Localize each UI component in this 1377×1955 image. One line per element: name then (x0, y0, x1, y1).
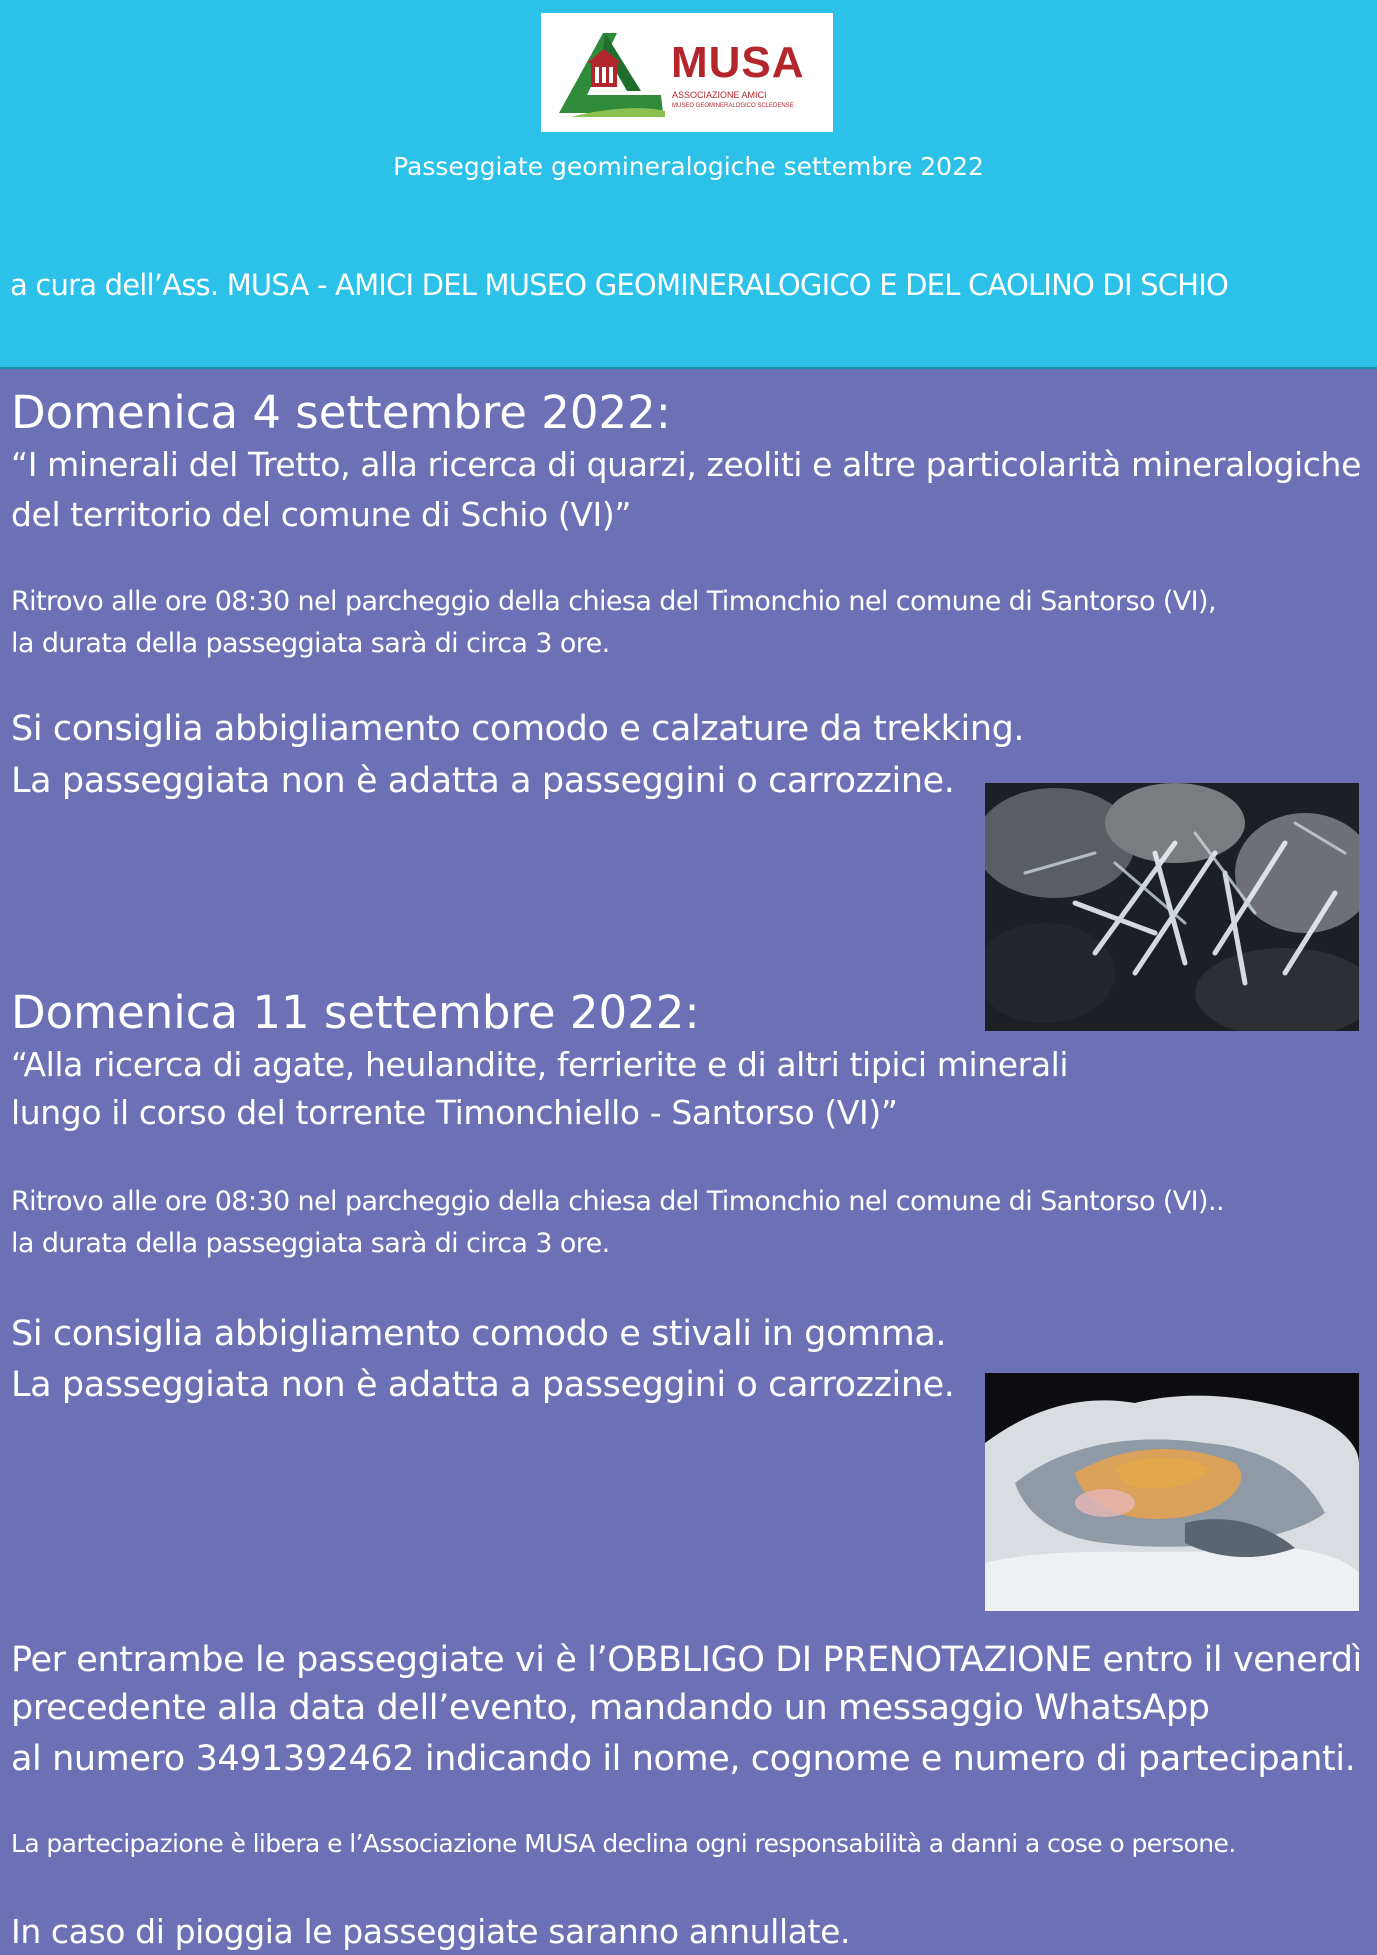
booking-line-3: al numero 3491392462 indicando il nome, cognome e numero di partecipanti. (11, 1739, 1356, 1779)
event-2-description-line-2: lungo il corso del torrente Timonchiello - Santorso (VI)” (11, 1093, 898, 1132)
event-2-meeting-line-1: Ritrovo alle ore 08:30 nel parcheggio della chiesa del Timonchio nel comune di Santorso (VI).. (11, 1186, 1224, 1217)
musa-logo (541, 13, 833, 132)
event-1-meeting-line-1: Ritrovo alle ore 08:30 nel parcheggio della chiesa del Timonchio nel comune di Santorso (VI), (11, 586, 1216, 617)
event-2-date: Domenica 11 settembre 2022: (11, 986, 700, 1039)
page-subtitle: a cura dell’Ass. MUSA - AMICI DEL MUSEO GEOMINERALOGICO E DEL CAOLINO DI SCHIO (10, 268, 1228, 302)
page-title: Passeggiate geomineralogiche settembre 2022 (393, 152, 984, 181)
event-1-advice-line-1: Si consiglia abbigliamento comodo e calzature da trekking. (11, 709, 1025, 749)
event-2-description-line-1: “Alla ricerca di agate, heulandite, ferrierite e di altri tipici minerali (11, 1045, 1069, 1084)
event-1-description-line-1: “I minerali del Tretto, alla ricerca di quarzi, zeoliti e altre particolarità mineralogiche (11, 445, 1361, 484)
logo-subtitle-small: MUSEO GEOMINERALOGICO SCLEDENSE (672, 103, 794, 109)
event-2-advice-line-2: La passeggiata non è adatta a passeggini o carrozzine. (11, 1365, 955, 1405)
mineral-crystals-photo (985, 783, 1359, 1031)
agate-mineral-photo (985, 1373, 1359, 1611)
event-1-advice-line-2: La passeggiata non è adatta a passeggini o carrozzine. (11, 761, 955, 801)
disclaimer-text: La partecipazione è libera e l’Associazione MUSA declina ogni responsabilità a danni a cose o persone. (11, 1829, 1236, 1858)
event-2-meeting-line-2: la durata della passeggiata sarà di circa 3 ore. (11, 1228, 610, 1259)
event-1-description-line-2: del territorio del comune di Schio (VI)” (11, 495, 632, 534)
event-1-meeting-line-2: la durata della passeggiata sarà di circa 3 ore. (11, 628, 610, 659)
booking-line-2: precedente alla data dell’evento, mandando un messaggio WhatsApp (11, 1688, 1210, 1728)
logo-subtitle: ASSOCIAZIONE AMICI (672, 90, 767, 100)
booking-line-1: Per entrambe le passeggiate vi è l’OBBLIGO DI PRENOTAZIONE entro il venerdì (11, 1640, 1362, 1680)
logo-name: MUSA (671, 38, 805, 87)
header-banner (0, 0, 1377, 369)
event-1-date: Domenica 4 settembre 2022: (11, 386, 671, 439)
event-2-advice-line-1: Si consiglia abbigliamento comodo e stivali in gomma. (11, 1314, 947, 1354)
rain-notice: In caso di pioggia le passeggiate saranno annullate. (11, 1912, 851, 1951)
